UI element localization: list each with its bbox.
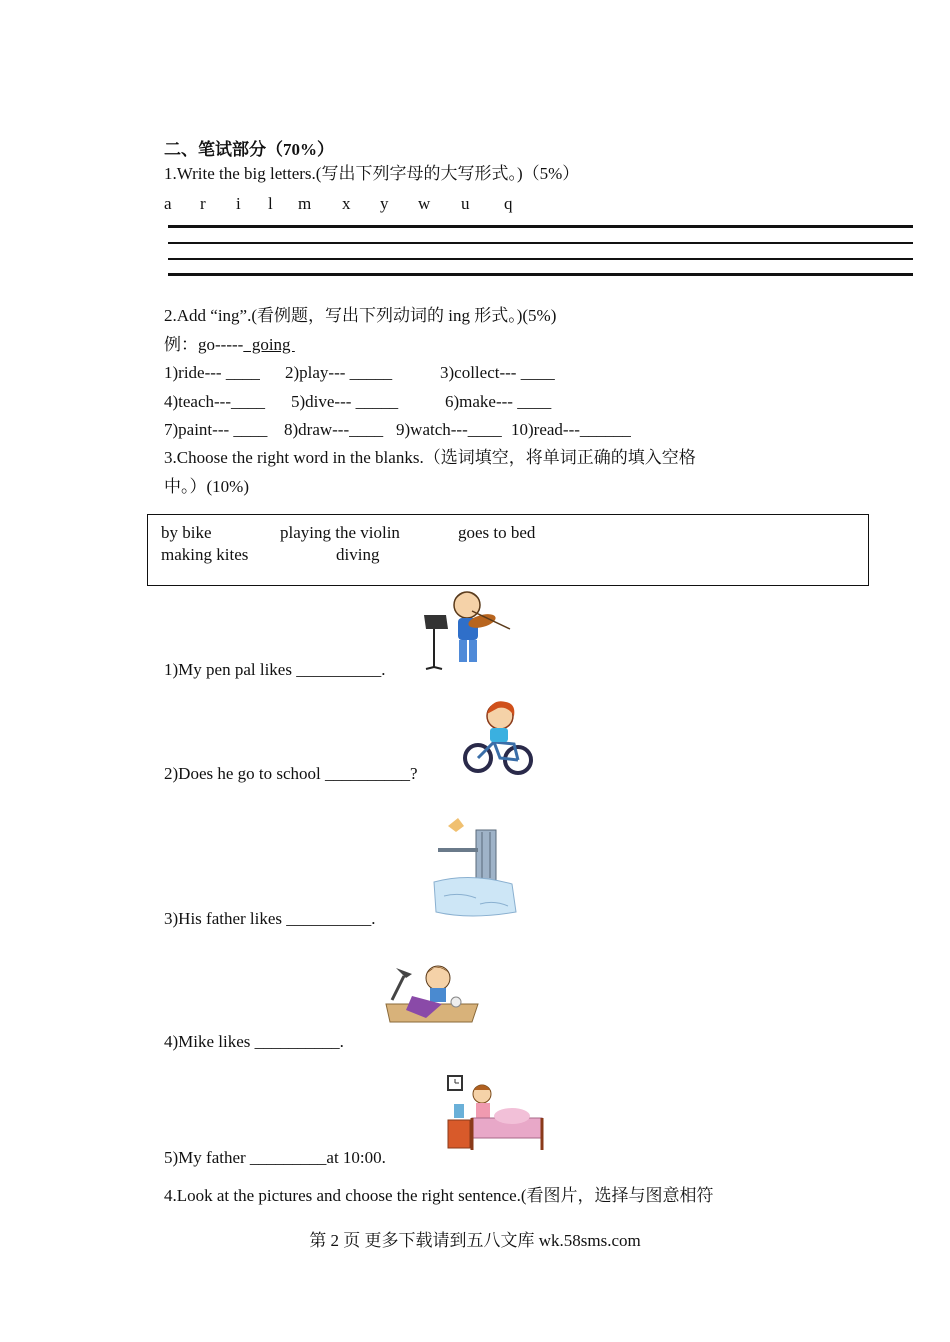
- page-footer: 第 2 页 更多下载请到五八文库 wk.58sms.com: [309, 1231, 641, 1250]
- q2-item: 7)paint--- ____: [164, 420, 268, 439]
- writing-line: [168, 225, 913, 228]
- q2-item: 6)make--- ____: [445, 392, 552, 411]
- letter: i: [236, 194, 241, 213]
- q2-item: 8)draw---____: [284, 420, 384, 439]
- letter: u: [461, 194, 470, 213]
- q2-item: 4)teach---____: [164, 392, 266, 411]
- q1-title: 1.Write the big letters.(写出下列字母的大写形式。)（5%）: [164, 164, 580, 183]
- letter: m: [298, 194, 312, 213]
- q2-item: 3)collect--- ____: [440, 363, 555, 382]
- writing-line: [168, 258, 913, 260]
- kite-making-illustration: [382, 960, 482, 1026]
- q2-item: 1)ride--- ____: [164, 363, 260, 382]
- q3-sentence: 2)Does he go to school __________?: [164, 764, 418, 783]
- word-option: playing the violin: [280, 523, 400, 542]
- word-option: by bike: [161, 523, 212, 542]
- violin-boy-illustration: [420, 585, 515, 670]
- q2-item: 2)play--- _____: [285, 363, 393, 382]
- q2-example: [164, 335, 295, 355]
- example-answer: going: [243, 335, 295, 354]
- going-to-bed-illustration: [442, 1074, 548, 1154]
- word-option: diving: [336, 545, 380, 564]
- writing-line: [168, 242, 913, 244]
- letter: r: [200, 194, 206, 213]
- bike-boy-illustration: [462, 696, 534, 780]
- q3-sentence: 5)My father _________at 10:00.: [164, 1148, 386, 1167]
- writing-line: [168, 273, 913, 276]
- example-prefix: 例：go-----: [164, 335, 244, 354]
- q3-title-cont: 中。）(10%): [164, 477, 249, 496]
- q2-item: 10)read---______: [511, 420, 631, 439]
- q3-sentence: 4)Mike likes __________.: [164, 1032, 344, 1051]
- letter: q: [504, 194, 513, 213]
- q4-title: 4.Look at the pictures and choose the right sentence.(看图片，选择与图意相符: [164, 1186, 714, 1205]
- letter: y: [380, 194, 389, 213]
- letter: l: [268, 194, 273, 213]
- q3-sentence: 3)His father likes __________.: [164, 909, 376, 928]
- letter: x: [342, 194, 351, 213]
- diving-illustration: [430, 812, 520, 920]
- word-option: goes to bed: [458, 523, 536, 542]
- q2-title: 2.Add “ing”.(看例题，写出下列动词的 ing 形式。)(5%): [164, 306, 557, 325]
- word-option: making kites: [161, 545, 249, 564]
- section-title: 二、笔试部分（70%）: [164, 140, 334, 159]
- q3-title: 3.Choose the right word in the blanks.（选词填空，将单词正确的填入空格: [164, 448, 696, 467]
- letter: w: [418, 194, 431, 213]
- q2-item: 9)watch---____: [396, 420, 502, 439]
- q2-item: 5)dive--- _____: [291, 392, 399, 411]
- letter: a: [164, 194, 172, 213]
- q3-sentence: 1)My pen pal likes __________.: [164, 660, 386, 679]
